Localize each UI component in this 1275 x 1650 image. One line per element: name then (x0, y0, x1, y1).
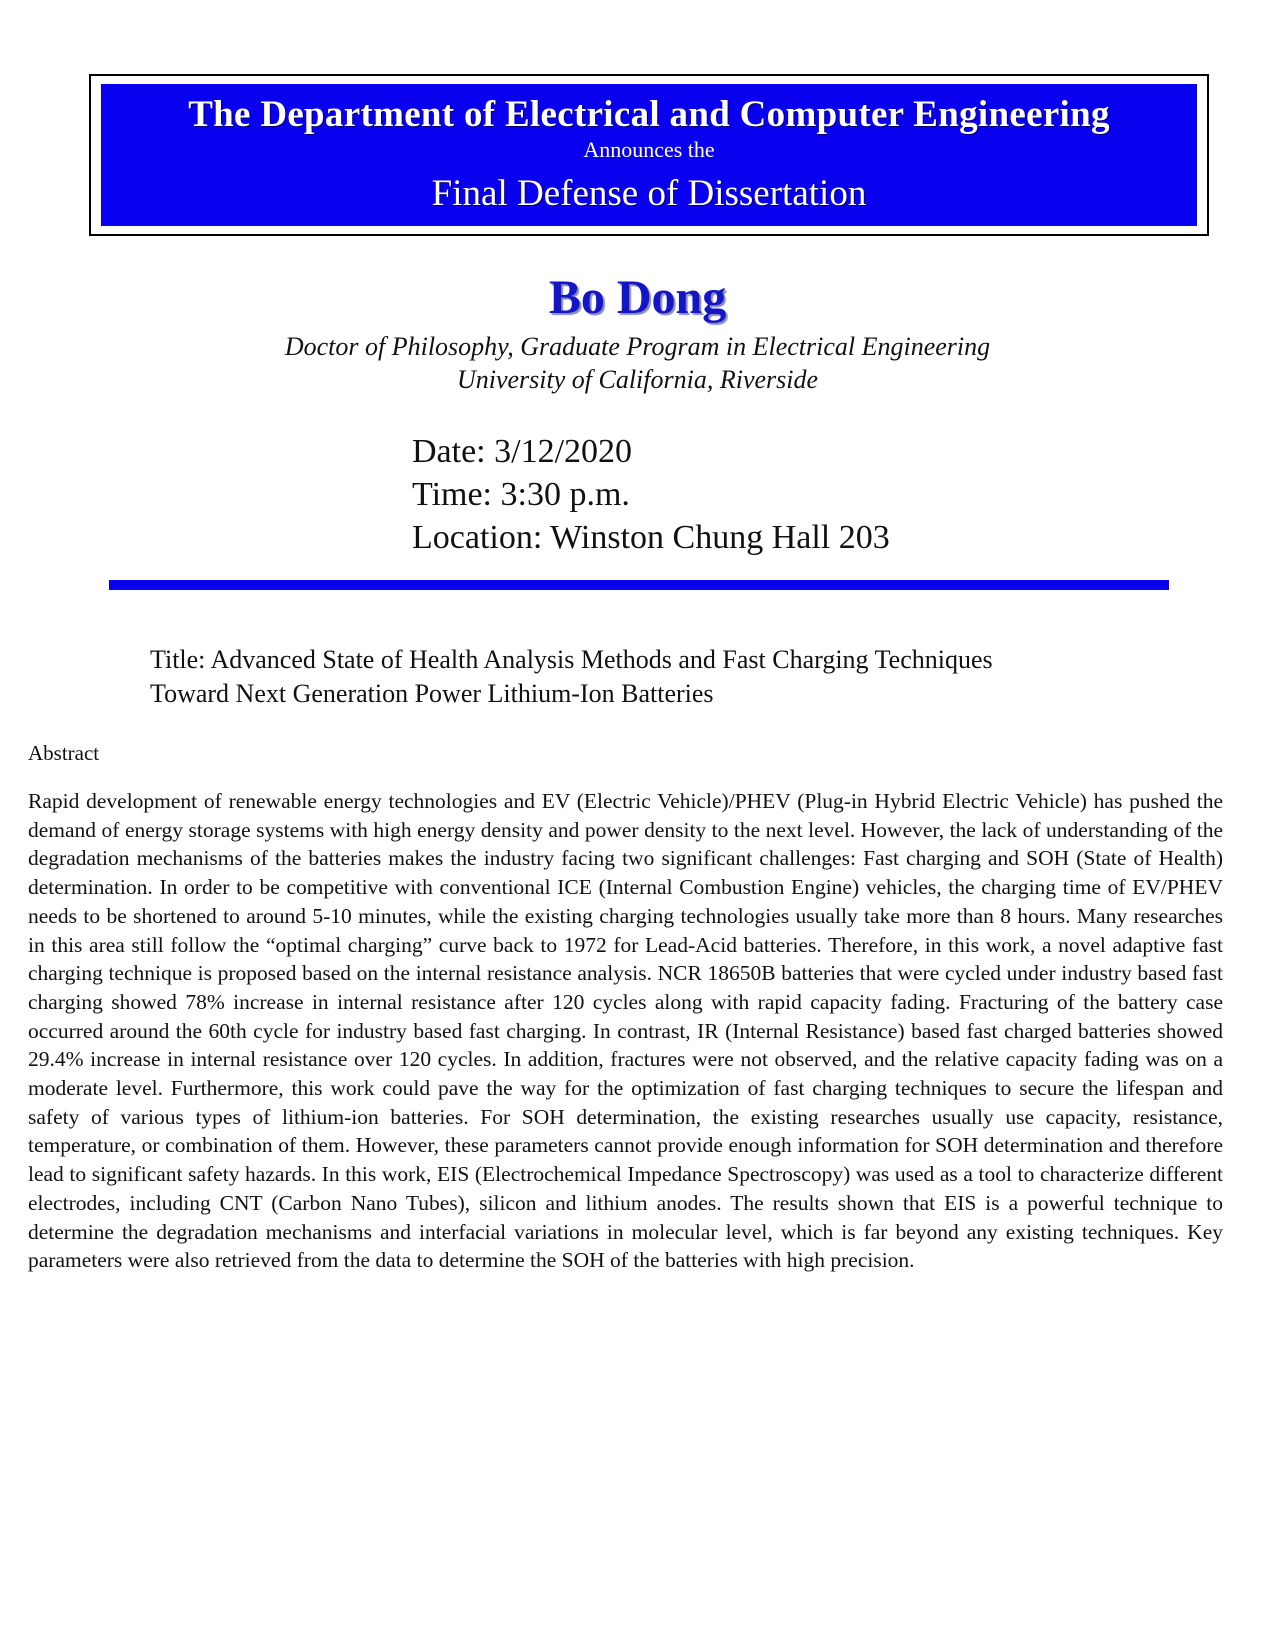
event-details (412, 430, 890, 559)
title-line-1: Title: Advanced State of Health Analysis Methods and Fast Charging Techniques (150, 645, 993, 674)
event-date: Date: 3/12/2020 (412, 433, 633, 470)
department-title: The Department of Electrical and Computer Engineering (188, 94, 1110, 135)
divider-rule (109, 580, 1169, 590)
abstract-body: Rapid development of renewable energy technologies and EV (Electric Vehicle)/PHEV (Plug-in Hybrid Electric Vehicle) has pushed the demand of energy storage systems with high energy density and power density to the next level. However, the lack of understanding of the degradation mechanisms of the batteries makes the industry facing two significant challenges: Fast charging and SOH (State of Health) determination. In order to be competitive with conventional ICE (Internal Combustion Engine) vehicles, the charging time of EV/PHEV needs to be shortened to around 5-10 minutes, while the existing charging technologies usually take more than 8 hours. Many researches in this area still follow the “optimal charging” curve back to 1972 for Lead-Acid batteries. Therefore, in this work, a novel adaptive fast charging technique is proposed based on the internal resistance analysis. NCR 18650B batteries that were cycled under industry based fast charging showed 78% increase in internal resistance after 120 cycles along with rapid capacity fading. Fracturing of the battery case occurred around the 60th cycle for industry based fast charging. In contrast, IR (Internal Resistance) based fast charged batteries showed 29.4% increase in internal resistance over 120 cycles. In addition, fractures were not observed, and the relative capacity fading was on a moderate level. Furthermore, this work could pave the way for the optimization of fast charging techniques to secure the lifespan and safety of various types of lithium-ion batteries. For SOH determination, the existing researches usually use capacity, resistance, temperature, or combination of them. However, these parameters cannot provide enough information for SOH determination and therefore lead to significant safety hazards. In this work, EIS (Electrochemical Impedance Spectroscopy) was used as a tool to characterize different electrodes, including CNT (Carbon Nano Tubes), silicon and lithium anodes. The results shown that EIS is a powerful technique to determine the degradation mechanisms and interfacial variations in molecular level, which is far beyond any existing techniques. Key parameters were also retrieved from the data to determine the SOH of the batteries with high precision. (28, 789, 1223, 1273)
header-banner (101, 84, 1197, 226)
title-line-2: Toward Next Generation Power Lithium-Ion Batteries (150, 679, 714, 708)
university-name: University of California, Riverside (456, 365, 819, 394)
announces-text: Announces the (583, 137, 715, 162)
candidate-name: Bo Dong (548, 271, 727, 324)
dissertation-title (150, 643, 1170, 711)
event-time: Time: 3:30 p.m. (412, 476, 630, 513)
event-location: Location: Winston Chung Hall 203 (412, 519, 890, 556)
degree-program: Doctor of Philosophy, Graduate Program in Electrical Engineering (284, 332, 991, 361)
abstract-heading: Abstract (28, 741, 100, 765)
degree-block (0, 330, 1275, 396)
header-banner-frame (89, 74, 1209, 236)
event-title: Final Defense of Dissertation (431, 173, 867, 214)
